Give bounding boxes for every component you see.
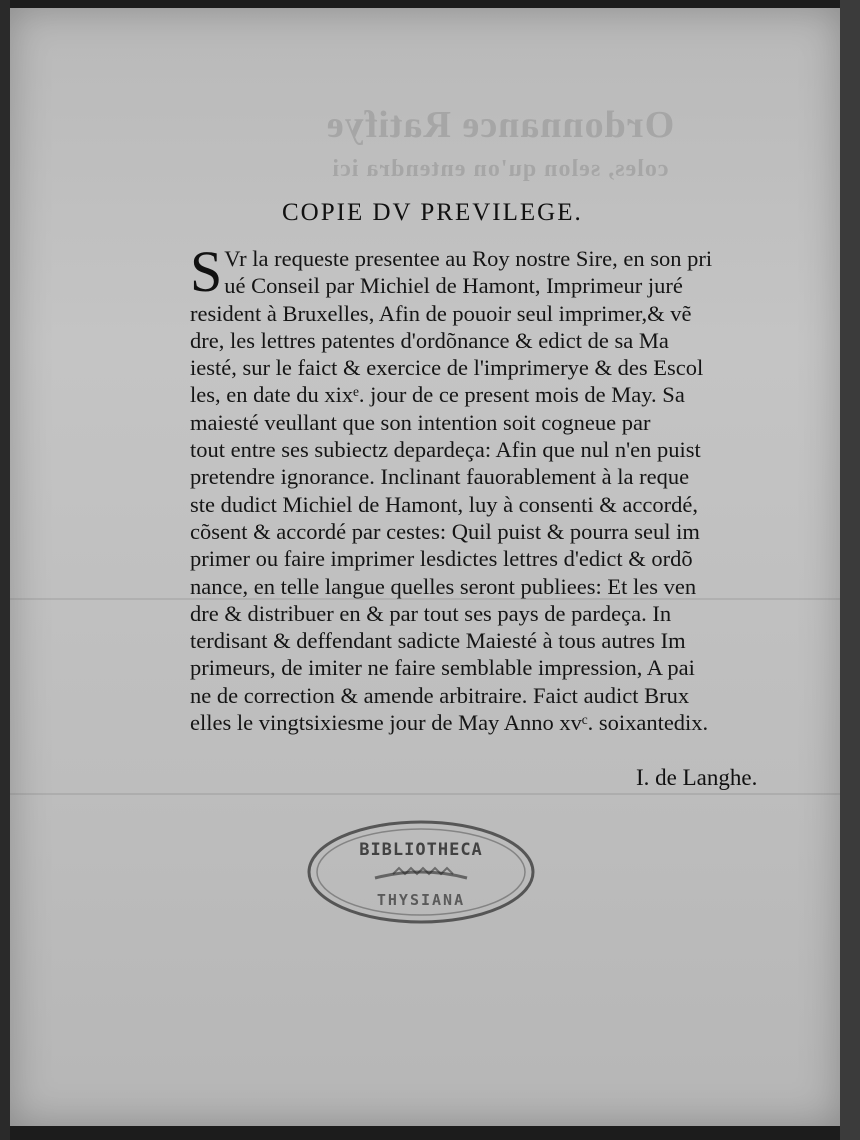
stamp-sub-label: THYSIANA [376, 891, 466, 909]
stamp-label: BIBLIOTHECA [359, 840, 483, 860]
drop-cap: S [190, 239, 223, 304]
book-edge-left [0, 0, 10, 1140]
bleed-through-line: coles, selon qu'on entendra ici [331, 156, 669, 182]
stamp-oval-icon [305, 818, 537, 926]
text-line: resident à Bruxelles, Afin de pouoir seul imprimer,& vẽ [190, 300, 692, 326]
text-line: dre, les lettres patentes d'ordõnance & edict de sa Ma [190, 327, 669, 353]
text-line: elles le vingtsixiesme jour de May Anno xvᶜ. soixantedix. [190, 710, 709, 736]
book-edge-right [840, 0, 860, 1140]
text-line: maiesté veullant que son intention soit cogneue par [190, 409, 651, 435]
text-line: ste dudict Michiel de Hamont, luy à consenti & accordé, [190, 491, 698, 517]
signature: I. de Langhe. [636, 765, 758, 790]
text-line: cõsent & accordé par cestes: Quil puist & pourra seul im [190, 518, 700, 544]
page-title: COPIE DV PREVILEGE. [282, 199, 583, 226]
text-line: dre & distribuer en & par tout ses pays de pardeça. In [190, 600, 672, 626]
text-line: nance, en telle langue quelles seront publiees: Et les ven [190, 573, 697, 599]
paper-crease [10, 793, 840, 795]
text-line: pretendre ignorance. Inclinant fauorablement à la reque [190, 464, 690, 490]
text-line: primer ou faire imprimer lesdictes lettres d'edict & ordõ [190, 546, 693, 572]
text-line: iesté, sur le faict & exercice de l'imprimerye & des Escol [190, 355, 704, 381]
text-line: ne de correction & amende arbitraire. Faict audict Brux [190, 682, 690, 708]
privilege-text [190, 239, 790, 736]
text-line: tout entre ses subiectz depardeça: Afin que nul n'en puist [190, 437, 701, 463]
text-line: ué Conseil par Michiel de Hamont, Imprimeur juré [224, 273, 683, 299]
library-stamp [305, 818, 537, 926]
text-line: Vr la requeste presentee au Roy nostre Sire, en son pri [224, 246, 713, 271]
text-line: primeurs, de imiter ne faire semblable impression, A pai [190, 655, 695, 681]
bleed-through-line: Ordonnance Ratifye [325, 104, 675, 146]
bleed-through-text [210, 103, 790, 191]
text-line: terdisant & deffendant sadicte Maiesté à tous autres Im [190, 628, 686, 654]
text-line: les, en date du xixᵉ. jour de ce present mois de May. Sa [190, 382, 685, 408]
